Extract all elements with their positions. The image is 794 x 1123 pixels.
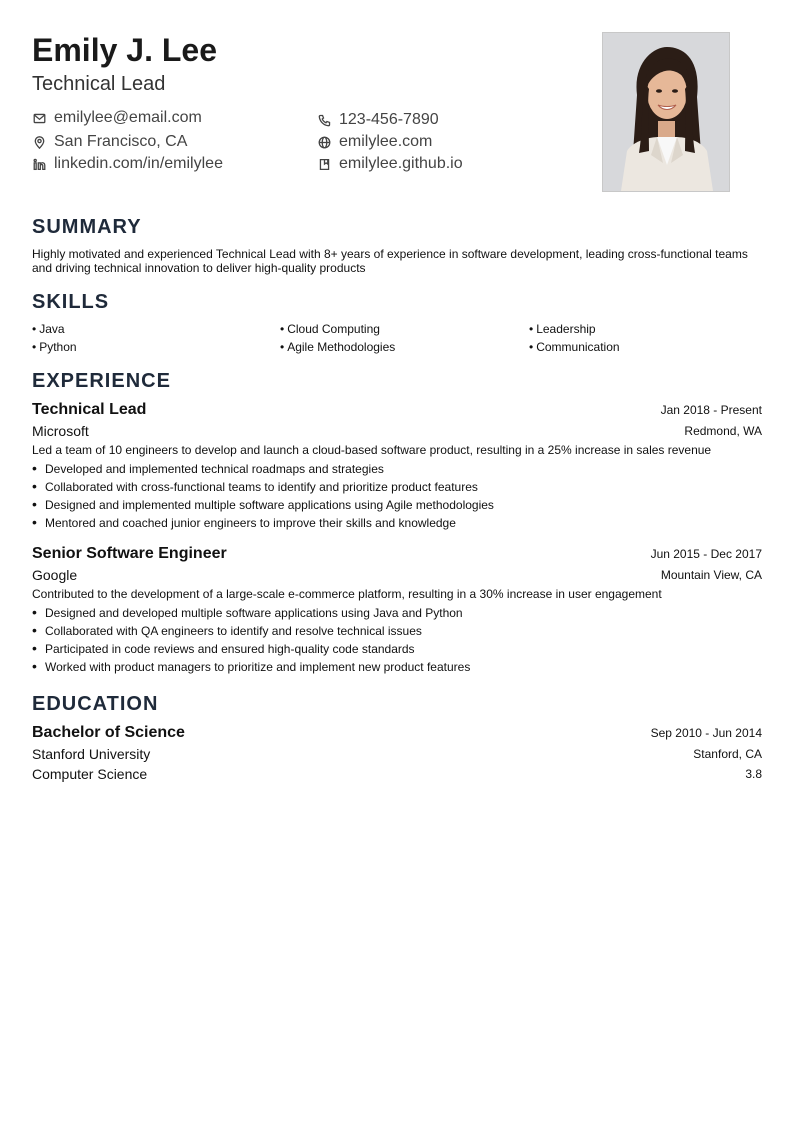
skill-item: • Communication [529, 340, 620, 354]
job-dates: Jan 2018 - Present [660, 403, 762, 417]
skill-item: • Python [32, 340, 77, 354]
experience-heading: EXPERIENCE [32, 370, 171, 392]
education-dates: Sep 2010 - Jun 2014 [650, 726, 762, 740]
job-summary: Contributed to the development of a large-scale e-commerce platform, resulting in a 30% increase in user engagement [32, 587, 662, 601]
summary-heading: SUMMARY [32, 216, 142, 238]
job-company: Google [32, 567, 78, 583]
contact-linkedin[interactable] [32, 154, 223, 174]
job-bullet: • Designed and implemented multiple software applications using Agile methodologies [32, 496, 494, 512]
gpa: 3.8 [745, 767, 762, 781]
candidate-name: Emily J. Lee [32, 32, 217, 68]
education-heading: EDUCATION [32, 693, 159, 715]
skill-item: • Cloud Computing [280, 322, 380, 336]
portrait-illustration [603, 33, 729, 191]
job-location: Mountain View, CA [660, 568, 762, 582]
contact-website[interactable] [317, 132, 432, 152]
website-text: emilylee.com [339, 133, 433, 150]
github-text: emilylee.github.io [339, 155, 463, 172]
linkedin-icon [32, 157, 46, 171]
phone-text: 123-456-7890 [339, 111, 439, 128]
contact-location [32, 132, 187, 152]
job-dates: Jun 2015 - Dec 2017 [650, 547, 762, 561]
job-summary: Led a team of 10 engineers to develop and launch a cloud-based software product, resulting in a 25% increase in sales revenue [32, 443, 712, 457]
job-bullet: • Collaborated with cross-functional teams to identify and prioritize product features [32, 478, 478, 494]
job-bullet: • Collaborated with QA engineers to identify and resolve technical issues [32, 622, 422, 638]
contact-github[interactable] [317, 154, 463, 174]
job-bullet: • Participated in code reviews and ensured high-quality code standards [32, 640, 415, 656]
job-location: Redmond, WA [684, 424, 762, 438]
school-location: Stanford, CA [693, 747, 762, 761]
summary-text: Highly motivated and experienced Technical Lead with 8+ years of experience in software development, leading cross-functional teams and driving technical innovation to deliver high-quality products [32, 247, 748, 275]
skill-item: • Java [32, 322, 65, 336]
mail-icon [32, 111, 46, 125]
email-text: emilylee@email.com [54, 109, 202, 126]
linkedin-text: linkedin.com/in/emilylee [54, 155, 223, 172]
map-pin-icon [32, 135, 46, 149]
job-bullet: • Mentored and coached junior engineers to improve their skills and knowledge [32, 514, 456, 530]
globe-icon [317, 135, 331, 149]
job-company: Microsoft [32, 423, 89, 439]
job-title: Senior Software Engineer [32, 545, 227, 562]
phone-icon [317, 113, 331, 127]
profile-photo [602, 32, 730, 192]
portfolio-icon [317, 157, 331, 171]
degree-title: Bachelor of Science [32, 724, 185, 741]
school-name: Stanford University [32, 746, 151, 762]
candidate-title: Technical Lead [32, 73, 166, 95]
job-bullet: • Designed and developed multiple software applications using Java and Python [32, 604, 463, 620]
major: Computer Science [32, 766, 148, 782]
skills-heading: SKILLS [32, 291, 110, 313]
skill-item: • Agile Methodologies [280, 340, 396, 354]
job-bullet: • Worked with product managers to prioritize and implement new product features [32, 658, 471, 674]
job-bullet: • Developed and implemented technical roadmaps and strategies [32, 460, 384, 476]
contact-phone[interactable] [317, 110, 439, 130]
location-text: San Francisco, CA [54, 133, 188, 150]
skill-item: • Leadership [529, 322, 596, 336]
job-title: Technical Lead [32, 401, 147, 418]
contact-email[interactable] [32, 108, 202, 128]
